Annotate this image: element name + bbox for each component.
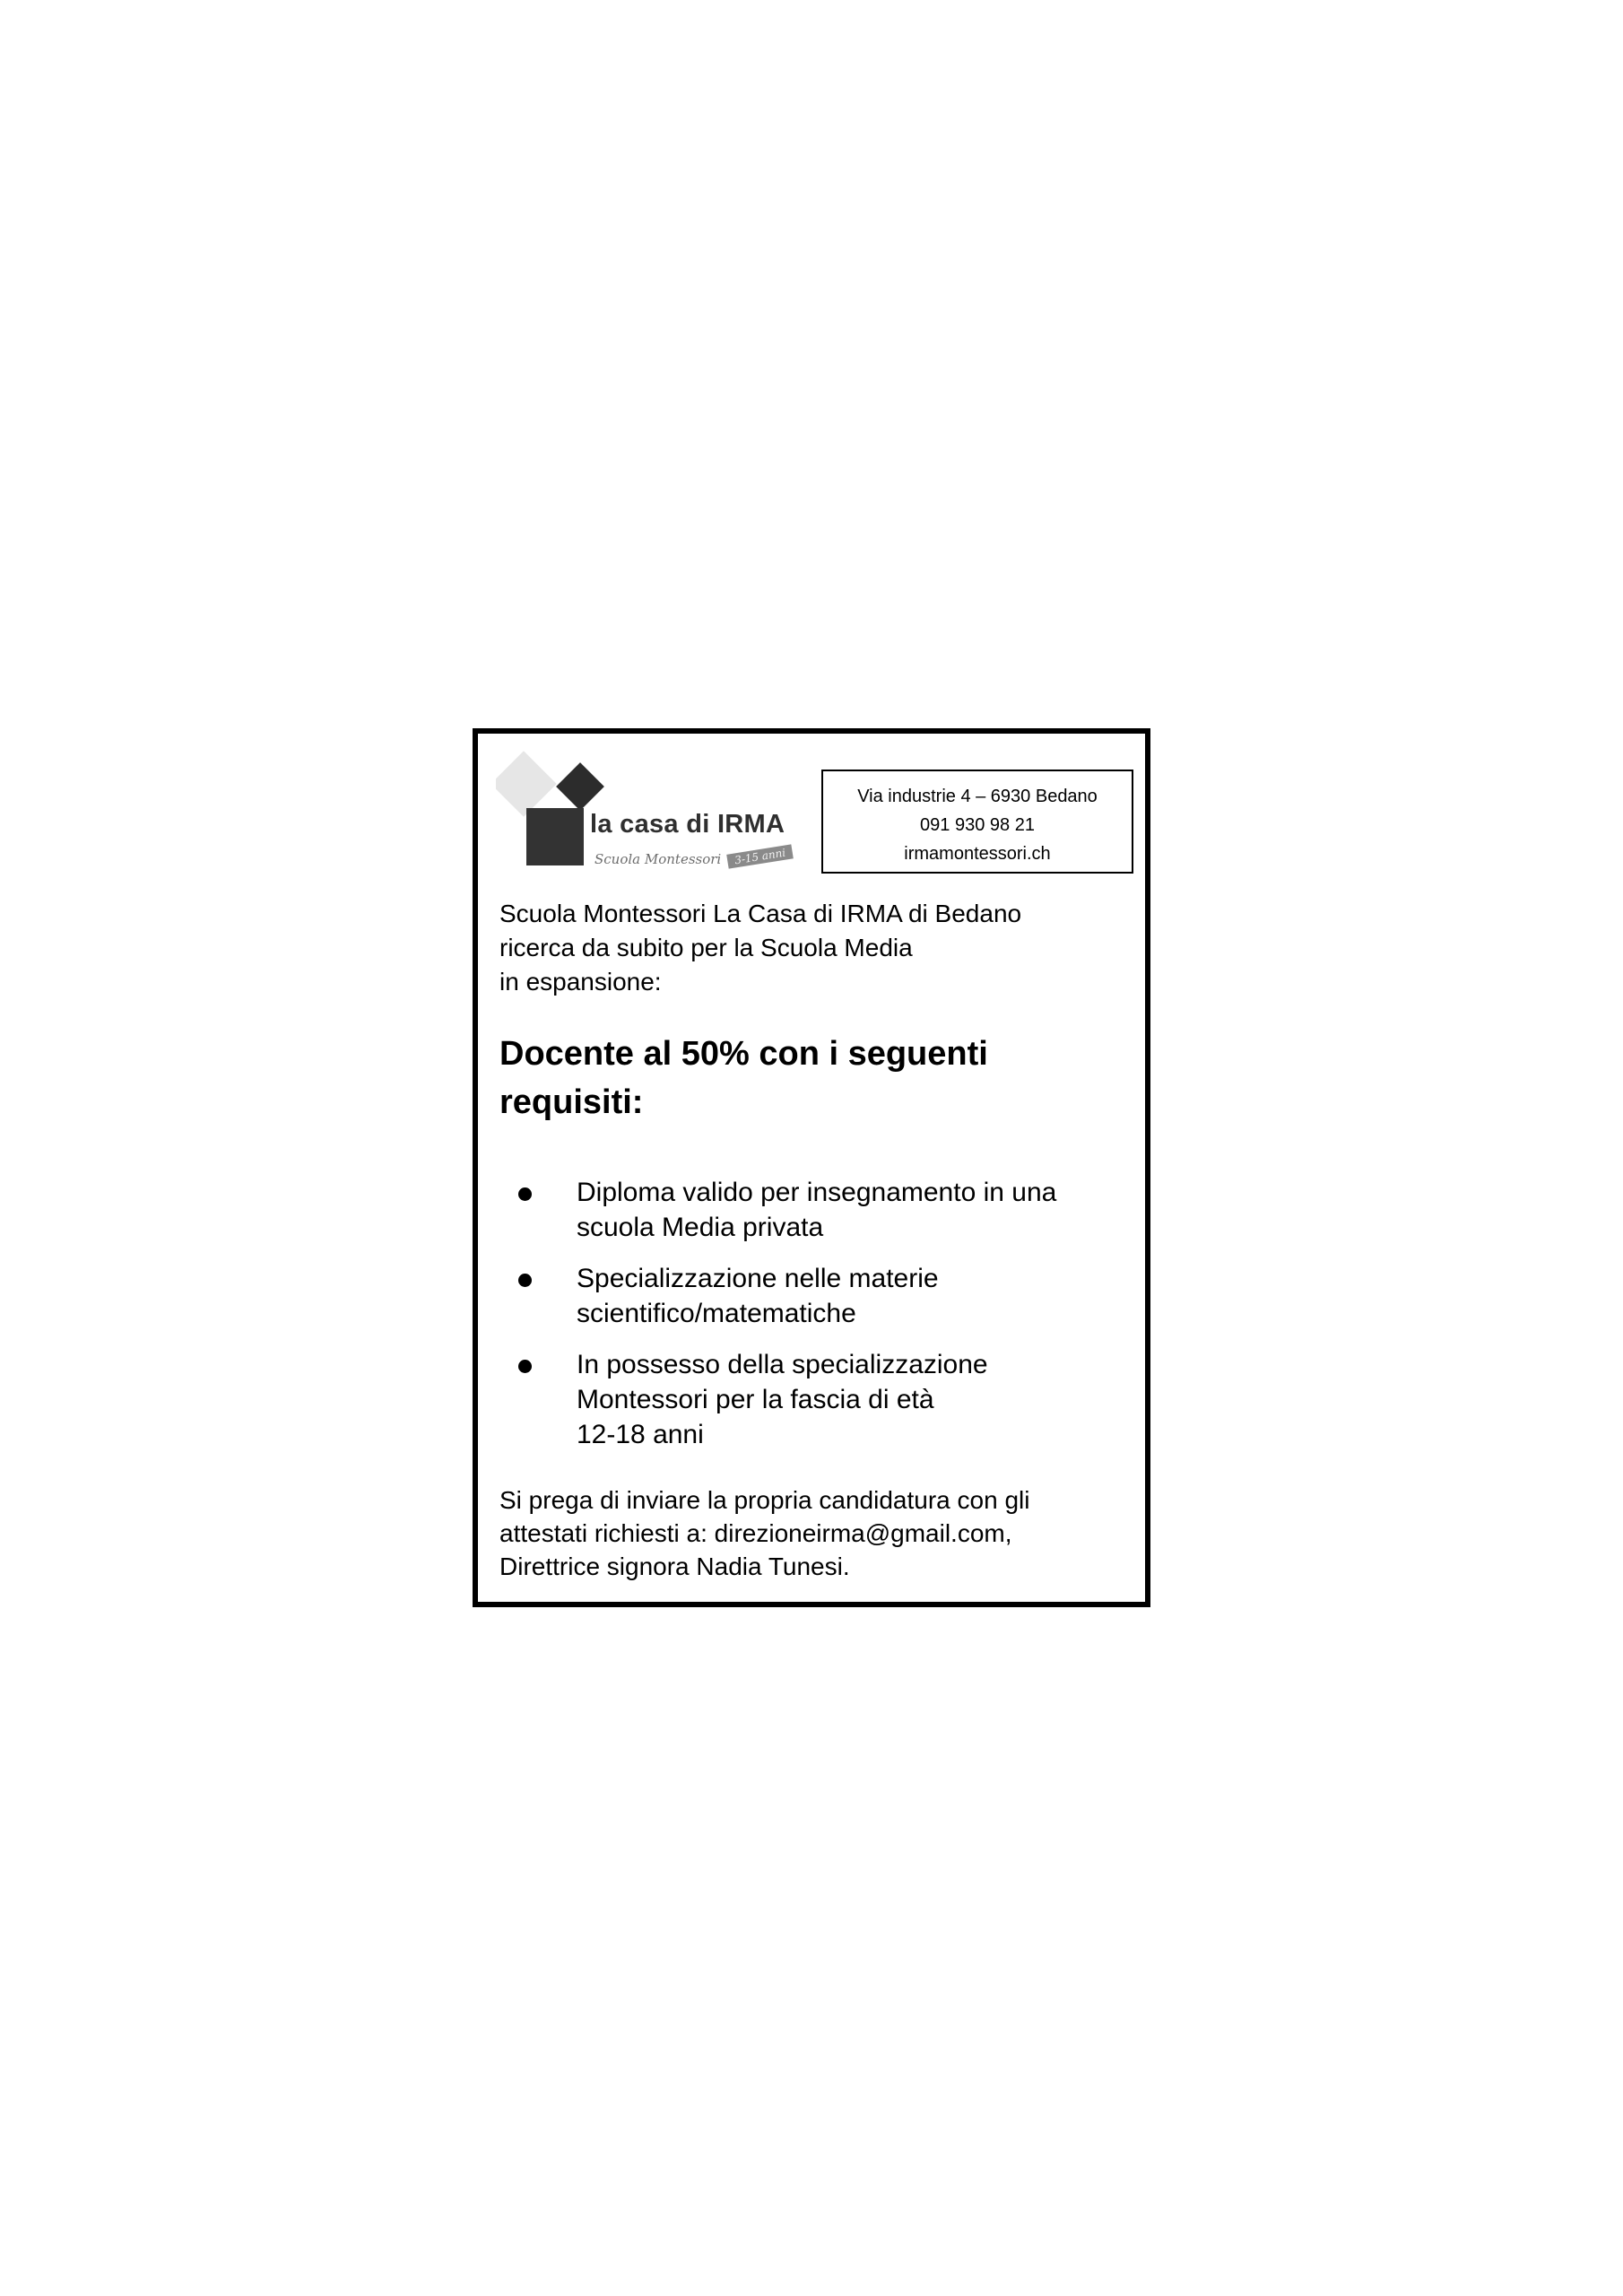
- bullet-icon: [518, 1274, 532, 1287]
- bullet-icon: [518, 1360, 532, 1373]
- requirement-line: Specializzazione nelle materie: [577, 1264, 939, 1293]
- requirement-item: [499, 1347, 1145, 1452]
- closing-line: attestati richiesti a: direzioneirma@gmail.com,: [499, 1519, 1012, 1547]
- intro-paragraph: [499, 897, 1127, 999]
- requirement-line: scuola Media privata: [577, 1213, 824, 1242]
- requirement-line: Diploma valido per insegnamento in una: [577, 1178, 1057, 1207]
- bullet-icon: [518, 1187, 532, 1201]
- requirement-line: 12-18 anni: [577, 1420, 704, 1449]
- requirement-line: In possesso della specializzazione: [577, 1350, 988, 1379]
- school-logo: [496, 747, 801, 873]
- logo-age-badge: 3-15 anni: [726, 844, 794, 868]
- job-ad-frame: [473, 728, 1150, 1607]
- intro-line: Scuola Montessori La Casa di IRMA di Bedano: [499, 900, 1022, 927]
- contact-phone: 091 930 98 21: [920, 815, 1035, 835]
- contact-website: irmamontessori.ch: [904, 844, 1051, 864]
- contact-box: [821, 770, 1133, 874]
- closing-line: Si prega di inviare la propria candidatura con gli: [499, 1486, 1030, 1514]
- intro-line: in espansione:: [499, 968, 662, 996]
- intro-line: ricerca da subito per la Scuola Media: [499, 934, 913, 961]
- logo-subtitle: Scuola Montessori: [595, 851, 722, 867]
- requirement-line: Montessori per la fascia di età: [577, 1385, 934, 1414]
- headline-line: requisiti:: [499, 1083, 644, 1121]
- headline-line: Docente al 50% con i seguenti: [499, 1035, 988, 1073]
- requirement-item: [499, 1261, 1145, 1331]
- position-headline: [499, 1030, 1127, 1126]
- requirement-item: [499, 1175, 1145, 1245]
- requirements-list: [499, 1175, 1145, 1468]
- closing-line: Direttrice signora Nadia Tunesi.: [499, 1552, 850, 1580]
- logo-name: la casa di IRMA: [590, 810, 785, 839]
- contact-address: Via industrie 4 – 6930 Bedano: [857, 787, 1098, 806]
- requirement-line: scientifico/matematiche: [577, 1299, 856, 1328]
- closing-paragraph: [499, 1483, 1145, 1583]
